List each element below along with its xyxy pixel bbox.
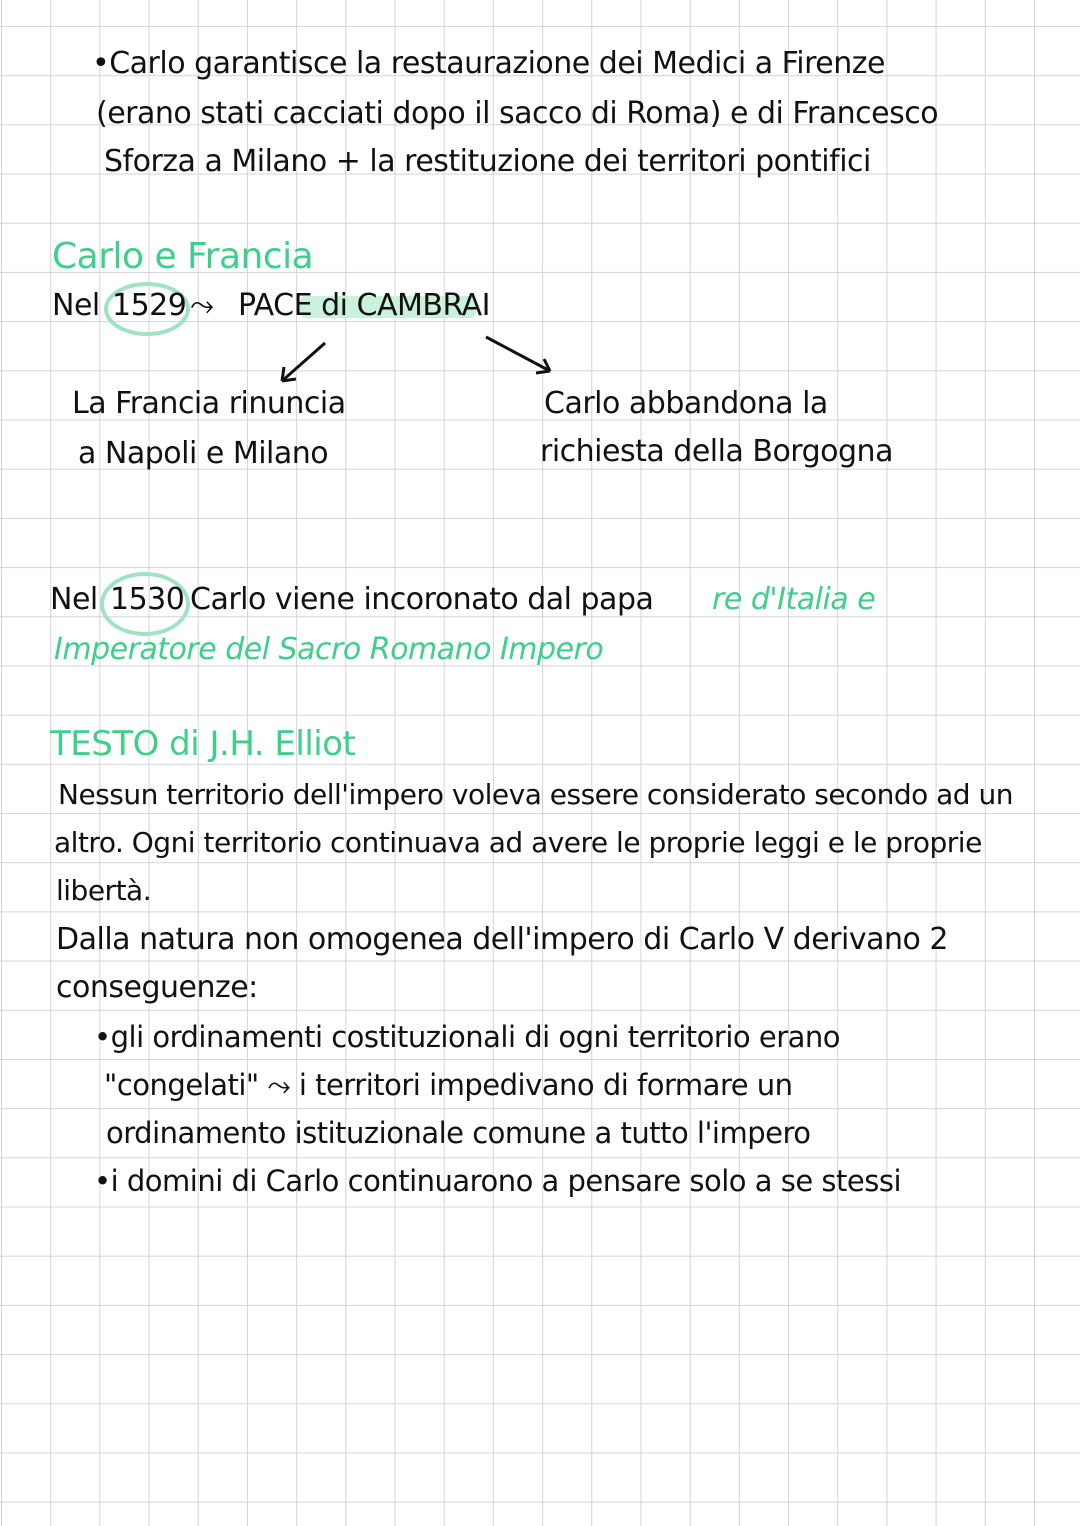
consequence-right: Carlo abbandona la <box>544 386 828 421</box>
paragraph-line: altro. Ogni territorio continuava ad avere le proprie leggi e le proprie <box>54 826 982 859</box>
nel-label: Nel <box>52 288 100 323</box>
year-1530: 1530 <box>110 582 185 617</box>
nel-label: Nel <box>50 582 98 617</box>
coronation-title: Imperatore del Sacro Romano Impero <box>54 632 604 667</box>
bullet-line: •i domini di Carlo continuarono a pensare solo a se stessi <box>94 1164 902 1198</box>
coronation-title: re d'Italia e <box>712 582 876 617</box>
consequence-left: a Napoli e Milano <box>78 436 329 471</box>
consequence-right: richiesta della Borgogna <box>540 434 893 469</box>
coronation-text: Carlo viene incoronato dal papa <box>190 582 654 617</box>
paragraph-line: Dalla natura non omogenea dell'impero di Carlo V derivano 2 <box>56 922 948 957</box>
paragraph-line: conseguenze: <box>56 970 258 1005</box>
paragraph-line: Nessun territorio dell'impero voleva essere considerato secondo ad un <box>58 778 1013 811</box>
event-title: PACE di CAMBRAI <box>238 288 490 323</box>
squiggle-arrow-icon: ⤳ <box>190 288 214 323</box>
bullet-line: "congelati" ⤳ i territori impedivano di formare un <box>104 1068 793 1102</box>
branch-arrows-icon <box>270 335 570 390</box>
bullet-line: ordinamento istituzionale comune a tutto l'impero <box>106 1116 811 1150</box>
intro-line: Sforza a Milano + la restituzione dei territori pontifici <box>104 144 871 179</box>
section-heading: TESTO di J.H. Elliot <box>50 724 356 764</box>
bullet-line: •gli ordinamenti costituzionali di ogni territorio erano <box>94 1020 841 1054</box>
year-1529: 1529 <box>112 288 187 323</box>
intro-line: (erano stati cacciati dopo il sacco di Roma) e di Francesco <box>96 96 939 131</box>
intro-line: •Carlo garantisce la restaurazione dei Medici a Firenze <box>92 46 885 81</box>
paragraph-line: libertà. <box>56 874 152 907</box>
section-heading: Carlo e Francia <box>52 236 314 277</box>
consequence-left: La Francia rinuncia <box>72 386 346 421</box>
